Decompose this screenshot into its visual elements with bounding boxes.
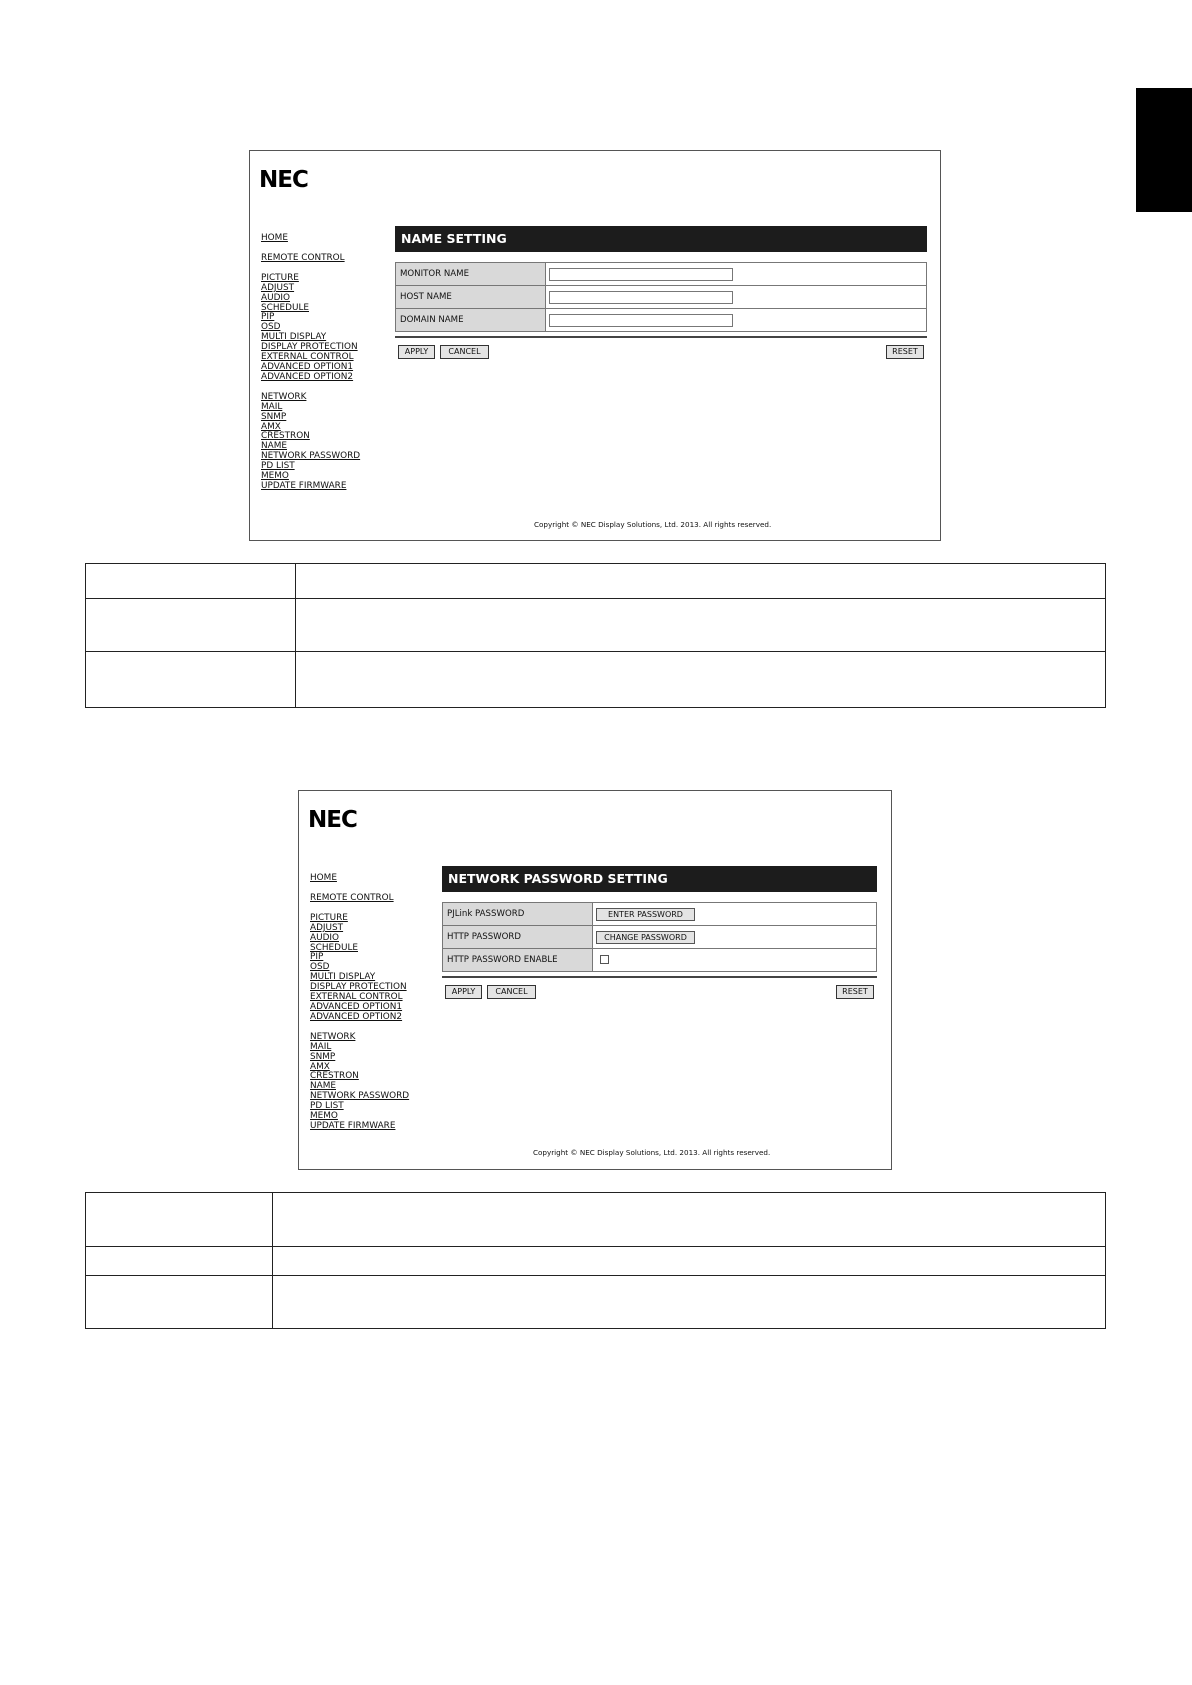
nav-network-password[interactable]: NETWORK PASSWORD [261, 451, 361, 462]
nav-amx[interactable]: AMX [261, 421, 281, 432]
nav-name[interactable]: NAME [261, 441, 287, 452]
nav-display-protection[interactable]: DISPLAY PROTECTION [261, 342, 358, 353]
copyright-notice: Copyright © NEC Display Solutions, Ltd. 2013. All rights reserved. [534, 520, 772, 529]
nav-name[interactable]: NAME [310, 1081, 336, 1092]
cancel-button[interactable]: CANCEL [487, 985, 536, 999]
action-buttons [395, 345, 927, 363]
nav-picture[interactable]: PICTURE [261, 272, 299, 283]
network-password-panel [442, 866, 877, 1003]
http-password-enable-checkbox[interactable] [600, 955, 609, 964]
nav-schedule[interactable]: SCHEDULE [261, 302, 309, 313]
nav-pip[interactable]: PIP [261, 312, 275, 323]
section-tab-marker [1136, 88, 1192, 212]
setting-row-domain-name [396, 309, 927, 332]
nav-adjust[interactable]: ADJUST [261, 282, 295, 293]
monitor-name-input[interactable] [549, 268, 733, 281]
nav-advanced-option2[interactable]: ADVANCED OPTION2 [310, 1011, 403, 1022]
nav-pd-list[interactable]: PD LIST [261, 461, 295, 472]
nec-logo: NEC [259, 167, 308, 193]
setting-label: HOST NAME [396, 286, 546, 309]
nav-advanced-option1[interactable]: ADVANCED OPTION1 [310, 1001, 403, 1012]
nav-schedule[interactable]: SCHEDULE [310, 942, 358, 953]
name-setting-description-table [85, 563, 1106, 708]
section-title: NETWORK PASSWORD SETTING [442, 866, 877, 892]
cancel-button[interactable]: CANCEL [440, 345, 489, 359]
nav-snmp[interactable]: SNMP [310, 1051, 336, 1062]
setting-label: PJLink PASSWORD [443, 903, 593, 926]
divider [442, 976, 877, 978]
setting-row-host-name [396, 286, 927, 309]
nav-adjust[interactable]: ADJUST [310, 922, 344, 933]
nav-multi-display[interactable]: MULTI DISPLAY [310, 972, 376, 983]
nav-home[interactable]: HOME [310, 873, 337, 883]
apply-button[interactable]: APPLY [445, 985, 482, 999]
nav-external-control[interactable]: EXTERNAL CONTROL [310, 992, 403, 1003]
nav-remote-control[interactable]: REMOTE CONTROL [310, 892, 394, 903]
nav-memo[interactable]: MEMO [310, 1111, 338, 1122]
nav-update-firmware[interactable]: UPDATE FIRMWARE [310, 1120, 396, 1131]
nav-picture[interactable]: PICTURE [310, 912, 348, 923]
nav-home[interactable]: HOME [261, 233, 288, 243]
change-password-button[interactable]: CHANGE PASSWORD [596, 931, 695, 944]
enter-password-button[interactable]: ENTER PASSWORD [596, 908, 695, 921]
setting-label: HTTP PASSWORD [443, 926, 593, 949]
setting-row-monitor-name [396, 263, 927, 286]
nav-display-protection[interactable]: DISPLAY PROTECTION [310, 982, 407, 993]
nav-network-password[interactable]: NETWORK PASSWORD [310, 1091, 410, 1102]
copyright-notice: Copyright © NEC Display Solutions, Ltd. 2013. All rights reserved. [533, 1148, 771, 1157]
reset-button[interactable]: RESET [886, 345, 924, 359]
network-password-screenshot [298, 790, 892, 1170]
nav-crestron[interactable]: CRESTRON [310, 1071, 359, 1082]
nav-pd-list[interactable]: PD LIST [310, 1101, 344, 1112]
nav-amx[interactable]: AMX [310, 1061, 330, 1072]
reset-button[interactable]: RESET [836, 985, 874, 999]
name-setting-screenshot [249, 150, 941, 541]
setting-label: DOMAIN NAME [396, 309, 546, 332]
nav-audio[interactable]: AUDIO [310, 932, 340, 943]
nav-snmp[interactable]: SNMP [261, 411, 287, 422]
name-setting-panel [395, 226, 927, 363]
nav-external-control[interactable]: EXTERNAL CONTROL [261, 352, 354, 363]
setting-row-http-password-enable [443, 949, 877, 972]
nav-osd[interactable]: OSD [310, 962, 330, 973]
nav-pip[interactable]: PIP [310, 952, 324, 963]
nav-multi-display[interactable]: MULTI DISPLAY [261, 332, 327, 343]
nav-advanced-option2[interactable]: ADVANCED OPTION2 [261, 371, 354, 382]
nav-mail[interactable]: MAIL [310, 1041, 332, 1052]
setting-row-http-password [443, 926, 877, 949]
network-password-description-table [85, 1192, 1106, 1329]
domain-name-input[interactable] [549, 314, 733, 327]
action-buttons [442, 985, 877, 1003]
nav-audio[interactable]: AUDIO [261, 292, 291, 303]
name-setting-table [395, 262, 927, 332]
nav-crestron[interactable]: CRESTRON [261, 431, 310, 442]
nav-network[interactable]: NETWORK [261, 391, 307, 402]
apply-button[interactable]: APPLY [398, 345, 435, 359]
section-title: NAME SETTING [395, 226, 927, 252]
setting-row-pjlink-password [443, 903, 877, 926]
nav-remote-control[interactable]: REMOTE CONTROL [261, 252, 345, 263]
setting-label: HTTP PASSWORD ENABLE [443, 949, 593, 972]
setting-label: MONITOR NAME [396, 263, 546, 286]
nav-osd[interactable]: OSD [261, 322, 281, 333]
nav-advanced-option1[interactable]: ADVANCED OPTION1 [261, 361, 354, 372]
sidebar-nav [261, 234, 360, 492]
nav-memo[interactable]: MEMO [261, 471, 289, 482]
nav-network[interactable]: NETWORK [310, 1031, 356, 1042]
nav-mail[interactable]: MAIL [261, 401, 283, 412]
divider [395, 336, 927, 338]
host-name-input[interactable] [549, 291, 733, 304]
nec-logo: NEC [308, 807, 357, 833]
sidebar-nav [310, 874, 409, 1132]
network-password-table [442, 902, 877, 972]
nav-update-firmware[interactable]: UPDATE FIRMWARE [261, 480, 347, 491]
